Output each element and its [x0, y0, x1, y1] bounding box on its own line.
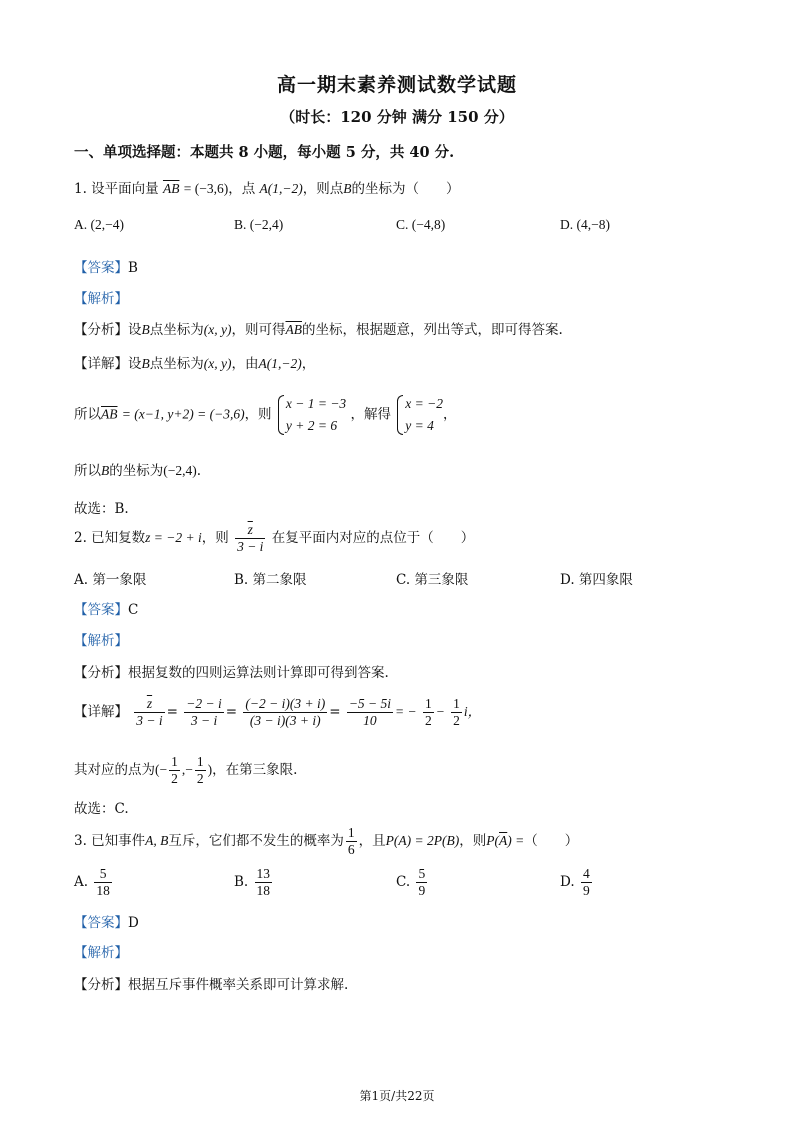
q1-detail-text-4: ，	[301, 356, 316, 372]
q2-z-equation: z = −2 + i	[145, 530, 202, 545]
q3-option-a-letter: A.	[74, 874, 89, 890]
q3-relation: P(A) = 2P(B)	[385, 833, 460, 848]
q3-fenxi	[74, 973, 348, 993]
q1-fenxi-b: B	[141, 322, 150, 337]
q1-fenxi-vector: $\overline{AB}$	[285, 322, 302, 337]
q2-p2-num: 1	[196, 754, 204, 769]
q1-detail-b: B	[141, 356, 150, 371]
q2-option-c: C. 第三象限	[396, 572, 469, 588]
q1-answer-value: B	[128, 260, 138, 276]
q1-eq-1: x − 1 = −3	[285, 396, 347, 411]
q3-events: A, B	[145, 833, 169, 848]
q1-option-c: C. (−4,8)	[396, 217, 446, 232]
q1-line3-text-4: ，	[443, 406, 457, 423]
q3-p-num: 1	[347, 825, 355, 840]
q1-vector-value: = (−3,6)	[183, 181, 229, 196]
q3-stem-text-4: ，则	[459, 833, 487, 849]
q1-sol-2: y = 4	[405, 418, 434, 433]
section-heading: 一、单项选择题：本题共 8 小题，每小题 5 分，共 40 分.	[74, 144, 455, 161]
q1-conclusion: 故选：B.	[74, 501, 129, 517]
q1-eq-2: y + 2 = 6	[285, 418, 338, 433]
q3-option-c-den: 9	[418, 883, 426, 898]
q1-detail	[74, 352, 315, 372]
fenxi-label: 【分析】	[74, 322, 128, 338]
q3-option-b-den: 18	[256, 883, 271, 898]
q3-option-b	[234, 866, 274, 899]
q2-detail-frac-5	[423, 696, 434, 729]
q3-option-d-frac	[581, 866, 592, 899]
q1-stem-text-2: ，点	[228, 181, 256, 197]
q1-stem-text-4: 的坐标为（ ）	[351, 181, 460, 197]
q2-answer-value: C	[128, 602, 139, 618]
q3-stem-text-3: ，且	[358, 833, 386, 849]
q2-d3-den: (3 − i)(3 + i)	[249, 713, 321, 728]
q1-fenxi-text-4: 的坐标，根据题意，列出等式，即可得答案.	[301, 322, 563, 338]
q3-option-a-frac	[94, 866, 112, 899]
q3-option-c	[396, 866, 429, 899]
q3-stem-text-2: 互斥，它们都不发生的概率为	[168, 833, 344, 849]
q3-option-d-letter: D.	[560, 874, 575, 890]
q1-coordinate-line	[74, 459, 201, 479]
q2-point-frac-1	[169, 754, 180, 787]
q2-d2-den: 3 − i	[190, 713, 218, 728]
q3-ask-open: P(	[486, 833, 499, 848]
page-footer: 第1页/共22页	[359, 1089, 435, 1103]
q2-point-text: 其对应的点为	[74, 762, 155, 778]
q3-stem-text-5: （ ）	[524, 833, 579, 849]
q2-option-a: A. 第一象限	[74, 572, 147, 588]
q2-point	[74, 754, 297, 787]
q1-stem	[74, 177, 460, 197]
q2-detail-frac-2	[184, 696, 223, 729]
q2-option-d: D. 第四象限	[560, 572, 633, 588]
q2-d4-den: 10	[363, 713, 377, 728]
q2-d1-num: $\overline{z}$	[134, 696, 164, 713]
q3-option-c-frac	[416, 866, 427, 899]
q1-option-d: D. (4,−8)	[560, 217, 610, 232]
q1-line4-text: 所以	[74, 463, 101, 479]
q2-detail-frac-4	[347, 696, 393, 729]
q2-fenxi	[74, 661, 389, 681]
answer-label: 【答案】	[74, 602, 128, 618]
q1-stem-text-3: ，则点	[302, 181, 344, 197]
q2-d1-den: 3 − i	[136, 713, 163, 728]
q2-p2-den: 2	[196, 771, 204, 786]
q2-option-b: B. 第二象限	[234, 572, 307, 588]
q2-d3-num: (−2 − i)(3 + i)	[245, 696, 326, 711]
q3-option-a	[74, 866, 114, 899]
q2-stem-text-2: ，则	[201, 530, 229, 546]
q2-point-mid: ,−	[181, 762, 193, 777]
q1-equation-system	[276, 393, 346, 437]
q1-line4-b: B	[101, 463, 110, 478]
q2-detail: 【详解】 $\frac{\overline{z}}{3 - i}$ = $\frac{-2 - i}{3 - i}$ = $\frac{(-2 - i)(3 + i)}{(3 - i)(3 + i)}$ = $\frac{-5 - 5i}{10}$ = − $\frac{1}{2}$ − $\frac{1}{2}$ i，	[74, 696, 482, 728]
q1-line3-text-2: ，则	[244, 406, 272, 423]
q2-d6-num: 1	[453, 696, 460, 711]
q2-point-open: (−	[155, 762, 168, 777]
q3-prob-frac	[346, 825, 357, 858]
q2-conclusion: 故选：C.	[74, 801, 129, 817]
q3-option-d-den: 9	[582, 883, 590, 898]
xiangjie-label: 【详解】	[74, 704, 128, 720]
q1-line4-text-3: .	[196, 463, 202, 479]
q1-sol-1: x = −2	[405, 396, 443, 411]
q1-fenxi-text-3: ，则可得	[231, 322, 286, 338]
q1-detail-text: 设	[128, 356, 142, 372]
q1-line3-eq: = (x−1, y+2) = (−3,6)	[121, 406, 245, 422]
q1-fenxi-xy: (x, y)	[203, 322, 232, 337]
q2-detail-frac-1	[134, 696, 164, 729]
fenxi-label: 【分析】	[74, 977, 128, 993]
answer-label: 【答案】	[74, 260, 128, 276]
q2-d6-den: 2	[453, 713, 460, 728]
q3-option-d-num: 4	[582, 866, 590, 881]
q3-option-c-num: 5	[418, 866, 426, 881]
q1-analysis-label: 【解析】	[74, 291, 128, 307]
q1-point-a: A(1,−2)	[259, 181, 303, 196]
q2-point-close: )	[207, 762, 213, 777]
q1-detail-xy: (x, y)	[203, 356, 232, 371]
q3-option-c-letter: C.	[396, 874, 411, 890]
q2-fraction	[235, 522, 265, 555]
q3-answer-value: D	[128, 915, 139, 931]
q2-d5-num: 1	[424, 696, 432, 711]
q2-detail-frac-3	[243, 696, 327, 729]
q2-p1-den: 2	[171, 771, 178, 786]
q3-p-den: 6	[347, 842, 355, 857]
q1-detail-text-3: ，由	[231, 356, 259, 372]
q2-d6-suffix: i，	[463, 704, 482, 719]
q2-d6-prefix: −	[435, 704, 445, 719]
q3-answer	[74, 911, 139, 931]
q2-d2-num: −2 − i	[186, 696, 222, 711]
q1-detail-text-2: 点坐标为	[149, 356, 204, 372]
q3-option-b-letter: B.	[234, 874, 249, 890]
q2-stem	[74, 522, 474, 555]
q2-frac-den: 3 − i	[237, 539, 264, 554]
q2-stem-text: 2. 已知复数	[74, 530, 146, 546]
q1-solution-system	[395, 393, 443, 437]
q3-option-b-num: 13	[256, 866, 271, 881]
q1-fenxi-text-2: 点坐标为	[149, 322, 204, 338]
q1-line3-text-3: ，解得	[350, 406, 391, 423]
q2-point-frac-2	[195, 754, 206, 787]
q2-d5-den: 2	[424, 713, 432, 728]
q2-d4-num: −5 − 5i	[348, 696, 392, 711]
fenxi-label: 【分析】	[74, 665, 128, 681]
q3-stem-text: 3. 已知事件	[74, 833, 146, 849]
q1-option-b: B. (−2,4)	[234, 217, 284, 232]
q3-ask-complement: $\overline{A}$	[499, 833, 508, 848]
q2-p1-num: 1	[171, 754, 178, 769]
q3-stem	[74, 825, 578, 858]
q3-ask-close: ) =	[507, 833, 525, 848]
q2-frac-num: $\overline{z}$	[235, 522, 265, 539]
q1-line3-text: 所以	[74, 406, 101, 423]
q3-option-a-den: 18	[96, 883, 110, 898]
q2-point-text-2: ，在第三象限.	[212, 762, 298, 778]
q1-point-b: B	[343, 181, 352, 196]
q3-option-b-frac	[255, 866, 273, 899]
q3-option-d	[560, 866, 594, 899]
q1-detail-point-a: A(1,−2)	[258, 356, 302, 371]
q2-answer	[74, 598, 138, 618]
q1-line4-value: (−2,4)	[163, 463, 197, 478]
q2-analysis-label: 【解析】	[74, 633, 128, 649]
q1-system-line	[74, 393, 457, 437]
q3-option-a-num: 5	[94, 866, 112, 883]
q1-vector: $\overline{AB}$	[162, 181, 180, 196]
q3-fenxi-text: 根据互斥事件概率关系即可计算求解.	[128, 977, 349, 993]
q2-detail-frac-6	[451, 696, 462, 729]
page-title: 高一期末素养测试数学试题	[276, 74, 517, 96]
q2-stem-text-3: 在复平面内对应的点位于（ ）	[271, 530, 475, 546]
q1-answer	[74, 256, 138, 276]
page-subtitle: （时长：120 分钟 满分 150 分）	[280, 108, 514, 126]
q1-option-a: A. (2,−4)	[74, 217, 124, 232]
q1-line4-text-2: 的坐标为	[109, 463, 164, 479]
q1-stem-text: 1. 设平面向量	[74, 181, 159, 197]
q1-line3-vector: $\overline{AB}$	[101, 406, 118, 422]
q1-fenxi	[74, 318, 563, 338]
xiangjie-label: 【详解】	[74, 356, 128, 372]
answer-label: 【答案】	[74, 915, 128, 931]
q1-fenxi-text: 设	[128, 322, 142, 338]
q2-d5-prefix: = −	[395, 704, 417, 719]
q2-fenxi-text: 根据复数的四则运算法则计算即可得到答案.	[128, 665, 389, 681]
q3-analysis-label: 【解析】	[74, 945, 128, 961]
